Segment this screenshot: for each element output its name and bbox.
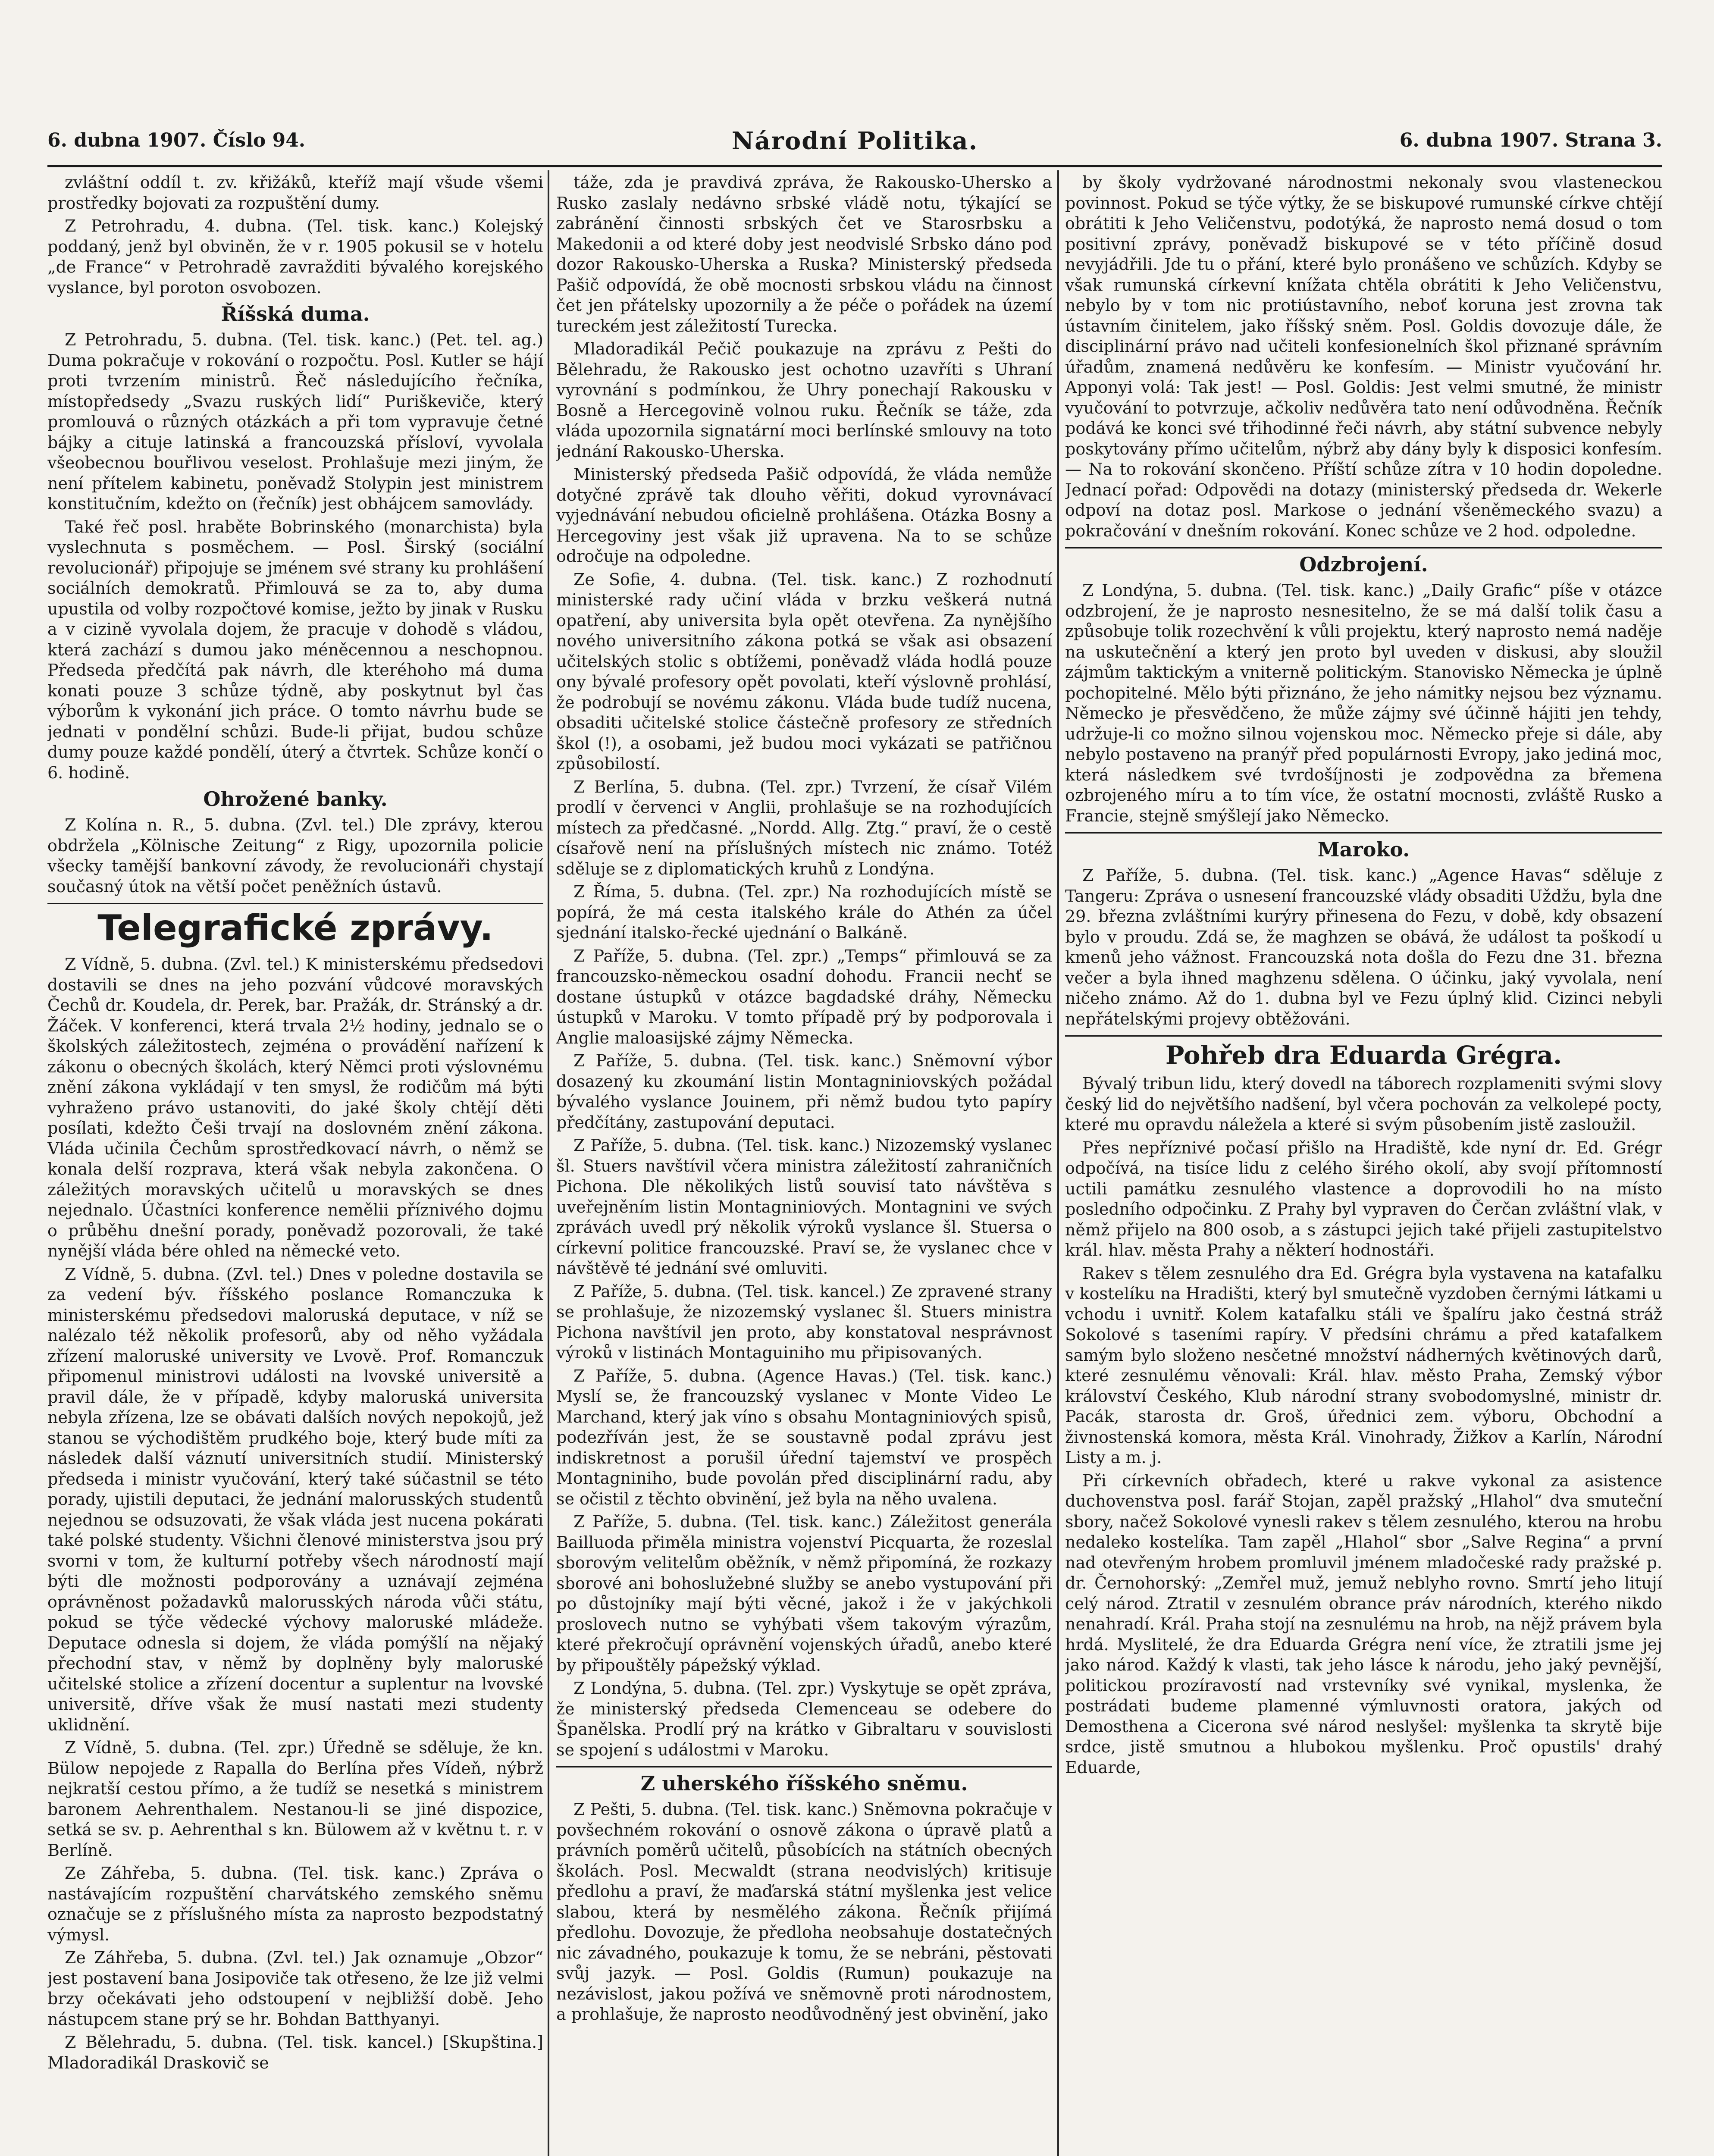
section-heading: Z uherského říšského sněmu. xyxy=(640,1772,968,1795)
article-paragraph: Z Pešti, 5. dubna. (Tel. tisk. kanc.) Sněmovna pokračuje v povšechném rokování o osnově zákona o úpravě platů a právních poměrů učitelů, působících na státních obecných školách. Posl. Mecwaldt (strana neodvislých) kritisuje předlohu a praví, že maďarská státní myšlenka jest velice slabou, která by nesmělého zákona. Řečník přijímá předlohu. Dovozuje, že předloha neobsahuje dostatečných nic závadného, poukazuje k tomu, že se nebráni, pěstovati svůj jazyk. — Posl. Goldis (Rumun) poukazuje na nezávislost, jakou požívá ve sněmovně proti národnostem, a prohlašuje, že naprosto neodůvodněný jest obvinění, jako xyxy=(556,1800,1052,2024)
column-divider xyxy=(548,170,549,2156)
article-paragraph: Z Paříže, 5. dubna. (Tel. tisk. kancel.) Ze zpravené strany se prohlašuje, že nizozemský vyslanec šl. Stuers ministra Pichona navštívil jen proto, aby konstatoval nesprávnost výroků v listinách Montaguiniho mu připisovaných. xyxy=(556,1282,1052,1362)
article-paragraph: Z Paříže, 5. dubna. (Tel. tisk. kanc.) „Agence Havas“ sděluje z Tangeru: Zpráva o usnesení francouzské vlády obsaditi Uždžu, byla dne 29. března zvláštními kurýry přinesena do Fezu, v době, kdy obsazení bylo v proudu. Zdá se, že maghzen se obává, že událost ta poškodí u kmenů jeho vážnost. Francouzská nota došla do Fezu dne 31. března večer a byla ihned maghzenu sdělena. O účinku, jaký vyvolala, není ničeho známo. Až do 1. dubna byl ve Fezu úplný klid. Cizinci nebyli nepřátelskými projevy obtěžováni. xyxy=(1065,866,1662,1028)
article-paragraph: Ze Záhřeba, 5. dubna. (Tel. tisk. kanc.) Zpráva o nastávajícím rozpuštění charvátského zemského sněmu označuje se z příslušného místa za naprosto bezpodstatný výmysl. xyxy=(47,1864,543,1944)
article-paragraph: Z Londýna, 5. dubna. (Tel. zpr.) Vyskytuje se opět zpráva, že ministerský předseda Clemenceau se odebere do Španělska. Prodlí prý na krátko v Gibraltaru v souvislosti se spojení s událostmi v Maroku. xyxy=(556,1679,1052,1759)
section-rule xyxy=(1065,832,1662,834)
section-rule xyxy=(1065,1035,1662,1037)
article-paragraph: Z Paříže, 5. dubna. (Tel. tisk. kanc.) Záležitost generála Bailluoda přiměla ministra vojenství Picquarta, že rozeslal sborovým velitelům oběžník, v němž připomíná, že rozkazy sborové ani bohoslužebné služby se anebo vystupování při po důstojníky mají býti věcné, jakož i že v jakýchkoli proslovech nutno se vyhýbati všem takovým výrazům, které překročují oprávnění vojenských úřadů, anebo které by připouštěly pápežský výklad. xyxy=(556,1512,1052,1675)
section-heading: Odzbrojení. xyxy=(1299,553,1428,576)
article-paragraph: Ze Sofie, 4. dubna. (Tel. tisk. kanc.) Z rozhodnutí ministerské rady učiní vláda v brzku veškerá nutná opatření, aby universita byla opět otevřena. Za nynějšího nového universitního zákona potká se však asi obsazení učitelských stolic s obtížemi, poněvadž vláda hodlá pouze ony bývalé profesory opět povolati, kteří výslovně prohlásí, že podrobují se novému zákonu. Vláda bude tudíž nucena, obsaditi učitelské stolice částečně profesory ze středních škol (!), a osobami, jež budou moci vykázati se patřičnou způsobilostí. xyxy=(556,570,1052,773)
section-heading: Ohrožené banky. xyxy=(203,787,388,811)
article-paragraph: Z Paříže, 5. dubna. (Tel. tisk. kanc.) Nizozemský vyslanec šl. Stuers navštívil včera ministra záležitostí zahraničních Pichona. Dle několikých listů souvisí tato návštěva s uveřejněním listin Montagniniových. Montagnini ve svých zprávách uvedl prý několik výroků vyslance šl. Stuersa o církevní politice francouzské. Praví se, že vyslanec chce v návštěvě té jednání své omluviti. xyxy=(556,1136,1052,1278)
section-heading: Říšská duma. xyxy=(221,302,370,326)
article-paragraph: Z Paříže, 5. dubna. (Agence Havas.) (Tel. tisk. kanc.) Myslí se, že francouzský vyslanec v Monte Video Le Marchand, který jak víno s obsahu Montagniniových spisů, podezříván jest, že se soustavně podal zprávu jest indiskretnost a porušil úřední tajemství ve prospěch Montagniniho, bude povolán před disciplinární radu, aby se očistil z těchto obvinění, jež byla na něho uvalena. xyxy=(556,1366,1052,1508)
article-paragraph: Z Vídně, 5. dubna. (Zvl. tel.) Dnes v poledne dostavila se za vedení býv. říšského poslance Romanczuka k ministerskému předsedovi maloruská deputace, v níž se nalézalo též několik profesorů, aby od něho vyžádala zřízení maloruské university ve Lvově. Prof. Romanczuk připomenul ministrovi události na lvovské universitě a pravil dále, že v případě, kdyby maloruská universita nebyla zřízena, lze se obávati dalších nových nepokojů, jež stanou se východištěm prudkého boje, který bude míti za následek další váznutí universitních studií. Ministerský předseda i ministr vyučování, který také súčastnil se této porady, ujistili deputaci, že jednání malorusských studentů nejednou se odsuzovati, že však vláda jest nucena pokárati také polské studenty. Všichni členové ministerstva jsou prý svorni v tom, že kulturní potřeby všech národností mají býti dle možnosti podporovány a uznávají zejména oprávněnost požadavků malorusských národa vůči státu, pokud se týče vědecké výchovy maloruské mládeže. Deputace odnesla si dojem, že vláda pomýšlí na nějaký přechodní stav, v němž by doplněny byly maloruské učitelské stolice a zřízení docentur a suplentur na lvovské universitě, dříve však že musí nastati mezi studenty uklidnění. xyxy=(47,1264,543,1734)
article-paragraph: Přes nepříznivé počasí přišlo na Hradiště, kde nyní dr. Ed. Grégr odpočívá, na tisíce lidu z celého širého okolí, aby svojí přítomností uctili památku zesnulého vlastence a doprovodili ho na místo posledního odpočinku. Z Prahy byl vypraven do Čerčan zvláštní vlak, v němž přijelo na 800 osob, a s zástupci jejich také přijeli zastupitelstvo král. hlav. města Prahy a některí hodnostáři. xyxy=(1065,1138,1662,1260)
article-paragraph: Z Petrohradu, 4. dubna. (Tel. tisk. kanc.) Kolejský poddaný, jenž byl obviněn, že v r. 1905 pokusil se v hotelu „de France“ v Petrohradě zavražditi bývalého korejského vyslance, byl poroton osvobozen. xyxy=(47,216,543,297)
masthead-title: Národní Politika. xyxy=(731,127,978,155)
article-paragraph: Z Kolína n. R., 5. dubna. (Zvl. tel.) Dle zprávy, kterou obdržela „Kölnische Zeitung“ z Rigy, upozornila policie všecky tamější bankovní závody, že revolucionáři chystají současný útok na větší počet peněžních ústavů. xyxy=(47,815,543,896)
article-paragraph: táže, zda je pravdivá zpráva, že Rakousko-Uhersko a Rusko zaslaly nedávno srbské vládě notu, týkající se zabránění činnosti srbských čet ve Starosrbsku a Makedonii a od které doby jest neodvislé Srbsko dáno pod dozor Rakousko-Uherska a Ruska? Ministerský předseda Pašič odpovídá, že obě mocnosti srbskou vládu na činnost čet jen přátelsky upozornily a že péče o pořádek na území tureckém jest záležitostí Turecka. xyxy=(556,173,1052,335)
page-header xyxy=(47,129,1662,160)
article-paragraph: Také řeč posl. hraběte Bobrinského (monarchista) byla vyslechnuta s posměchem. — Posl. Širský (sociální revolucionář) připojuje se jménem své strany ku prohlášení sociálních demokratů. Přimlouvá se za to, aby duma upustila od volby rozpočtové komise, ježto by jinak v Rusku a v cizině vyvolala dojem, že pracuje v dohodě s vládou, která zachází s dumou jako méněcennou a neschopnou. Předseda předčítá pak návrh, dle kteréhoho má duma konati pouze 3 schůze týdně, aby poskytnut byl čas výborům k vykonání jich práce. O tomto návrhu bude se jednati v pondělní schůzi. Bude-li přijat, budou schůze dumy pouze každé pondělí, úterý a čtvrtek. Schůze končí o 6. hodině. xyxy=(47,517,543,782)
column-2 xyxy=(556,172,1052,2156)
article-paragraph: Z Berlína, 5. dubna. (Tel. zpr.) Tvrzení, že císař Vilém prodlí v červenci v Anglii, prohlašuje se na rozhodujících místech za předčasné. „Nordd. Allg. Ztg.“ praví, že o cestě císařově není na příslušných místech nic známo. Totéž sděluje se z diplomatických kruhů z Londýna. xyxy=(556,777,1052,878)
section-heading: Maroko. xyxy=(1317,838,1410,861)
section-heading-medium: Pohřeb dra Eduarda Grégra. xyxy=(1165,1040,1562,1070)
article-paragraph: Z Bělehradu, 5. dubna. (Tel. tisk. kancel.) [Skupština.] Mladoradikál Draskovič se xyxy=(47,2033,543,2072)
article-paragraph: Z Paříže, 5. dubna. (Tel. zpr.) „Temps“ přimlouvá se za francouzsko-německou osadní dohodu. Francii nechť se dostane ústupků v otázce bagdadské dráhy, Německu ústupků v Maroku. V tomto případě prý by podporovala i Anglie maloasijské zájmy Německa. xyxy=(556,946,1052,1047)
article-paragraph: Bývalý tribun lidu, který dovedl na táborech rozplameniti svými slovy český lid do největšího nadšení, byl včera pochován za velkolepé pocty, které mu opravdu náležela a které si svým působením jistě zasloužil. xyxy=(1065,1074,1662,1134)
section-rule xyxy=(1065,547,1662,548)
article-paragraph: zvláštní oddíl t. zv. křižáků, kteříž mají všude všemi prostředky bojovati za rozpuštění dumy. xyxy=(47,173,543,213)
column-1 xyxy=(47,172,543,2156)
section-rule xyxy=(47,903,543,904)
article-paragraph: Z Londýna, 5. dubna. (Tel. tisk. kanc.) „Daily Grafic“ píše v otázce odzbrojení, že je naprosto nesnesitelno, že se má další tolik času a způsobuje tolik rozechvění k vůli projektu, který naprosto nemá naděje na uskutečnění a který jen proto byl uveden v diskusi, aby sloužil zájmům taktickým a vniterně politickým. Stanovisko Německa je úplně pochopitelné. Mělo býti přiznáno, že jeho námitky nejsou bez významu. Německo je přesvědčeno, že může zájmy své účinně hájiti jen tehdy, udržuje-li co možno silnou vojenskou moc. Německo přeje si dále, aby nebylo postaveno na pranýř před populárnosti Evropy, jako jediná moc, která následkem své tvrdošíjnosti je zodpovědna za břemena ozbrojeného míru a to tím více, že ostatní mocnosti, zvláště Rusko a Francie, stejně smýšlejí jako Německo. xyxy=(1065,581,1662,825)
article-paragraph: Rakev s tělem zesnulého dra Ed. Grégra byla vystavena na katafalku v kostelíku na Hradišti, který byl smutečně vyzdoben černými látkami u vchodu i uvnitř. Kolem katafalku stáli ve špalíru jako čestná stráž Sokolové s taseními rapíry. V předsíni chrámu a před katafalkem samým bylo složeno nesčetné množství nádherných květinových darů, které zesnulému věnovali: Král. hlav. město Praha, Zemský výbor království Českého, Klub národní strany svobodomyslné, ministr dr. Pacák, starosta dr. Groš, úřednici zem. výboru, Obchodní a živnostenská komora, města Král. Vinohrady, Žižkov a Karlín, Národní Listy a m. j. xyxy=(1065,1263,1662,1467)
section-heading-large: Telegrafické zprávy. xyxy=(97,908,493,949)
article-paragraph: Mladoradikál Pečič poukazuje na zprávu z Pešti do Bělehradu, že Rakousko jest ochotno uzavříti s Uhraní vyrovnání s podmínkou, že Uhry ponechají Rakousku v Bosně a Hercegovině volnou ruku. Řečník se táže, zda vláda upozornila signatární moci berlínské smlouvy na toto jednání Rakousko-Uherska. xyxy=(556,339,1052,461)
section-rule xyxy=(556,1766,1052,1767)
header-date-issue: 6. dubna 1907. Číslo 94. xyxy=(47,129,306,151)
header-date-page: 6. dubna 1907. Strana 3. xyxy=(1399,129,1662,151)
article-paragraph: by školy vydržované národnostmi nekonaly svou vlasteneckou povinnost. Pokud se týče výtky, že se biskupové rumunské církve chtějí obrátiti k Jeho Veličenstvu, podotýká, že naprosto nemá dosud o tom positivní zprávy, poněvadž biskupové se v této příčině dosud nevyjádřili. Jde tu o přání, které bylo pronášeno ve schůzích. Kdyby se však rumunská církevní knížata chtěla obrátiti k Jeho Veličenstvu, nebylo by v tom nic protiústavního, neboť koruna jest zrovna tak ústavním činitelem, jako říšský sněm. Posl. Goldis dovozuje dále, že disciplinární právo nad učiteli konfesionelních škol přiznané správním úřadům, znamená nedůvěru ke konfesím. — Ministr vyučování hr. Apponyi volá: Tak jest! — Posl. Goldis: Jest velmi smutné, že ministr vyučování to potvrzuje, ačkoliv nedůvěra tato není odůvodněna. Řečník podává ke konci své třihodinné řeči návrh, aby státní subvence nebyly poskytovány přímo učitelům, nýbrž aby dány byly k disposici konfesím. — Na to rokování skončeno. Příští schůze zítra v 10 hodin dopoledne. Jednací pořad: Odpovědi na dotazy (ministerský předseda dr. Wekerle odpoví na dotaz posl. Markose o jednání všeněmeckého svazu) a pokračování v dnešním rokování. Konec schůze ve 2 hod. odpoledne. xyxy=(1065,173,1662,540)
article-paragraph: Z Vídně, 5. dubna. (Tel. zpr.) Úředně se sděluje, že kn. Bülow nepojede z Rapalla do Berlína přes Vídeň, nýbrž nejkratší cestou přímo, a že tudíž se nesetká s ministrem baronem Aehrenthalem. Nestanou-li se jiné dispozice, setká se sv. p. Aehrenthal s kn. Bülowem až v květnu t. r. v Berlíně. xyxy=(47,1738,543,1860)
article-paragraph: Ze Záhřeba, 5. dubna. (Zvl. tel.) Jak oznamuje „Obzor“ jest postavení bana Josipoviče tak otřeseno, že lze již velmi brzy očekávati jeho odstoupení v nejbližší době. Jeho nástupcem stane prý se hr. Bohdan Batthyanyi. xyxy=(47,1948,543,2029)
column-divider xyxy=(1057,170,1059,2156)
article-paragraph: Ministerský předseda Pašič odpovídá, že vláda nemůže dotyčné zprávě tak dlouho věřiti, dokud vyrovnávací vyjednávání nebudou oficielně prohlášena. Otázka Bosny a Hercegoviny jest však již upravena. Na to se schůze odročuje na odpoledne. xyxy=(556,465,1052,566)
article-paragraph: Z Říma, 5. dubna. (Tel. zpr.) Na rozhodujících místě se popírá, že má cesta italského krále do Athén za účel sjednání italsko-řecké ujednání o Balkáně. xyxy=(556,882,1052,942)
article-paragraph: Z Vídně, 5. dubna. (Zvl. tel.) K ministerskému předsedovi dostavili se dnes na jeho pozvání vůdcové moravských Čechů dr. Koudela, dr. Perek, bar. Pražák, dr. Stránský a dr. Žáček. V konferenci, která trvala 2½ hodiny, jednalo se o školských záležitostech, zejména o provádění nařízení k zákonu o obecných školách, který Němci proti výslovnému znění zákona vykládají v ten smysl, že rodičům má býti vyhraženo právo ustanoviti, do jaké školy chtějí děti posílati, kdežto Češi trvají na doslovném znění zákona. Vláda učinila Čechům sprostředkovací návrh, o němž se konala delší rozprava, která však nebyla zakončena. O záležitých moravských učitelů u moravských se dnes nejednalo. Účastníci konference nemělii příznivého dojmu o průběhu dnešní porady, poněvadž pozorovali, že také nynější vláda bére ohled na německé veto. xyxy=(47,955,543,1260)
article-paragraph: Z Petrohradu, 5. dubna. (Tel. tisk. kanc.) (Pet. tel. ag.) Duma pokračuje v rokování o rozpočtu. Posl. Kutler se hájí proti tvrzením ministrů. Řeč následujícího řečníka, místopředsedy „Svazu ruských lidí“ Puriškeviče, který promlouvá o různých otázkách a při tom vypravuje četné bájky a cituje latinská a francouzská přísloví, vyvolala všeobecnou bouřlivou veselost. Prohlašuje mezi jiným, že není přítelem kabinetu, poněvadž Stolypin jest ministrem konstitučním, kdežto on (řečník) jest obhájcem samovlády. xyxy=(47,330,543,513)
column-3 xyxy=(1065,172,1662,2156)
article-paragraph: Z Paříže, 5. dubna. (Tel. tisk. kanc.) Sněmovní výbor dosazený ku zkoumání listin Montagniniovských požádal bývalého vyslance Jouinem, při němž budou tyto papíry předčítány, zastupování deputaci. xyxy=(556,1051,1052,1132)
article-paragraph: Při církevních obřadech, které u rakve vykonal za asistence duchovenstva posl. farář Stojan, zapěl pražský „Hlahol“ dva smuteční sbory, načež Sokolové vynesli rakev s tělem zesnulého, kterou na hrobu nedaleko kostelíka. Tam zapěl „Hlahol“ sbor „Salve Regina“ a první nad otevřeným hrobem promluvil jménem mladočeské rady pražské p. dr. Černohorský: „Zemřel muž, jemuž neblyho rovno. Smrtí jeho litují celý národ. Ztratil v zesnulém obrance práv národních, kterého nikdo nenahradí. Král. Praha stojí na zesnulému na hrob, na nějž právem byla hrdá. Myslitelé, že dra Eduarda Grégra není více, že ztratili jsme jej jako národ. Každý k vlasti, tak jeho lásce k národu, jeho jaký pevnější, politickou prozíravostí nad vrstevníky své vynikal, myslenka, že postrádati budeme plamenné výmluvnosti oratora, jakých od Demosthena a Cicerona své národ neslyšel: myšlenka ta skrytě bije srdce, jistě smutnou a hlubokou myšlenku. Proč opustils' drahý Eduarde, xyxy=(1065,1471,1662,1777)
header-rule xyxy=(47,165,1662,167)
